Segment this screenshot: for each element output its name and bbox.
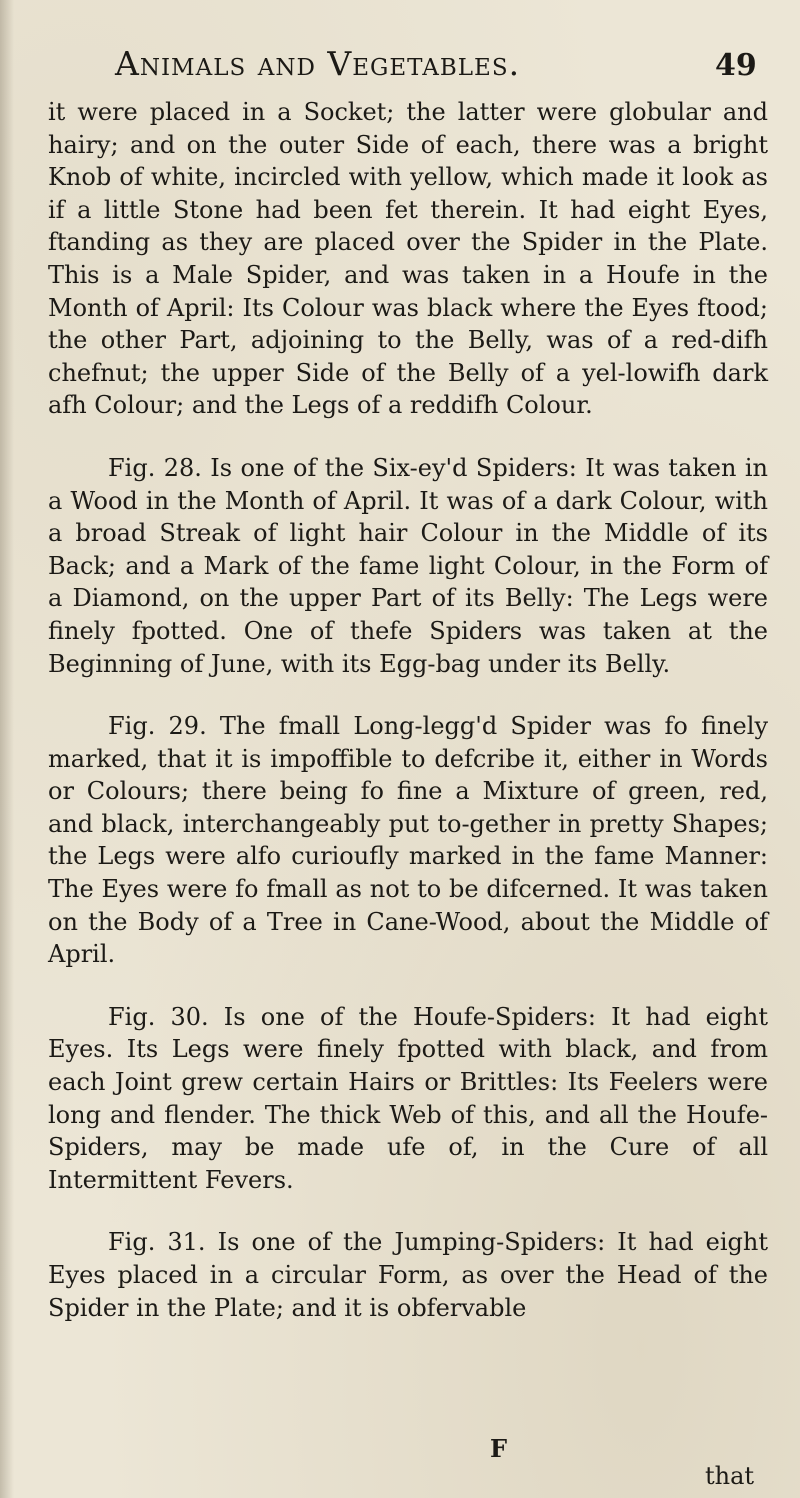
running-head-title: Animals and Vegetables.	[115, 44, 521, 83]
paragraph-text: it were placed in a Socket; the latter were globular and hairy; and on the outer Side of each, there was a bright Knob of white, incircled with yellow, which made it look as if a little Stone had been fet therein. It had eight Eyes, ftanding as they are placed over the Spider in the Plate. This is a Male Spider, and was taken in a Houfe in the Month of April: Its Colour was black where the Eyes ftood; the other Part, adjoining to the Belly, was of a red-difh chefnut; the upper Side of the Belly of a yel-lowifh dark afh Colour; and the Legs of a reddifh Colour.	[48, 98, 768, 420]
page-number: 49	[715, 48, 757, 83]
paragraph-fig-30	[48, 1001, 768, 1197]
body-text	[48, 96, 768, 1324]
catchword: that	[705, 1462, 755, 1490]
signature-mark: F	[490, 1434, 508, 1463]
paragraph-text: Fig. 30. Is one of the Houfe-Spiders: It had eight Eyes. Its Legs were finely fpotted with black, and from each Joint grew certain Hairs or Brittles: Its Feelers were long and flender. The thick Web of this, and all the Houfe-Spiders, may be made ufe of, in the Cure of all Intermittent Fevers.	[48, 1002, 768, 1194]
paragraph-text: Fig. 28. Is one of the Six-ey'd Spiders: It was taken in a Wood in the Month of April. It was of a dark Colour, with a broad Streak of light hair Colour in the Middle of its Back; and a Mark of the fame light Colour, in the Form of a Diamond, on the upper Part of its Belly: The Legs were finely fpotted. One of thefe Spiders was taken at the Beginning of June, with its Egg-bag under its Belly.	[48, 453, 768, 678]
paragraph-fig-31	[48, 1226, 768, 1324]
running-head	[115, 44, 635, 83]
paragraph-fig-28	[48, 452, 768, 680]
paragraph-fig-29	[48, 710, 768, 971]
paragraph-text: Fig. 29. The fmall Long-legg'd Spider was fo finely marked, that it is impoffible to defcribe it, either in Words or Colours; there being fo fine a Mixture of green, red, and black, interchangeably put to-gether in pretty Shapes; the Legs were alfo curioufly marked in the fame Manner: The Eyes were fo fmall as not to be difcerned. It was taken on the Body of a Tree in Cane-Wood, about the Middle of April.	[48, 712, 768, 969]
paragraph-text: Fig. 31. Is one of the Jumping-Spiders: It had eight Eyes placed in a circular Form, as over the Head of the Spider in the Plate; and it is obfervable	[48, 1228, 768, 1322]
paragraph-continuation	[48, 96, 768, 422]
page-gutter-shadow	[0, 0, 14, 1498]
